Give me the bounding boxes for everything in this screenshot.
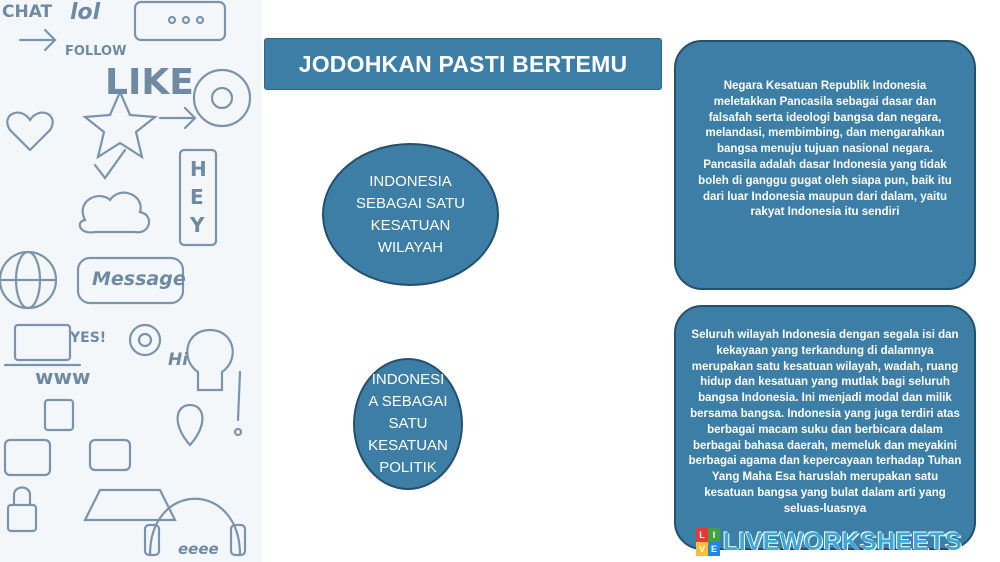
doodle-hey-text: HEY <box>190 157 207 237</box>
doodle-eeee-text: eeee <box>178 540 219 558</box>
heart-icon <box>7 113 52 150</box>
ellipse-label: INDONESIA SEBAGAI SATU KESATUAN WILAYAH <box>356 172 465 256</box>
map-pin-icon <box>178 405 203 445</box>
doodle-message-text: Message <box>92 268 186 290</box>
liveworksheets-logo-icon <box>696 528 720 556</box>
doodle-follow-text: FOLLOW <box>65 44 127 59</box>
description-card-pancasila[interactable] <box>674 40 976 290</box>
liveworksheets-watermark <box>696 526 996 558</box>
card-text: Seluruh wilayah Indonesia dengan segala isi dan kekayaan yang terkandung di dalamnya merupakan satu kesatuan wilayah, wadah, ruang hidup dan kesatuan yang mutlak bagi seluruh bangsa Indonesia. Ini menjadi modal dan milik bersama bangsa. Indonesia yang juga terdiri atas berbagai macam suku dan berbicara dalam berbagai bahasa daerah, memeluk dan meyakini berbagai agama dan kepercayaan terhadap Tuhan Yang Maha Esa haruslah merupakan satu kesatuan bangsa yang bulat dalam arti yang seluas-luasnya <box>688 329 962 515</box>
doodle-yes-text: YES! <box>70 330 107 346</box>
doodle-chat-text: CHAT <box>2 2 53 22</box>
lock-icon <box>8 505 36 531</box>
mug-icon <box>45 400 73 430</box>
watermark-text: LIVEWORKSHEETS <box>723 527 962 556</box>
logo-letter: E <box>708 542 720 556</box>
lightbulb-icon <box>187 330 233 390</box>
doodle-hi-text: Hi <box>168 350 189 370</box>
card-text: Negara Kesatuan Republik Indonesia meletakkan Pancasila sebagai dasar dan falsafah serta ideologi bangsa dan negara, melandasi, membimbing, dan mengarahkan bangsa menuju tujuan nasional negara. Pancasila adalah dasar Indonesia yang tidak boleh di ganggu gugat oleh siapa pun, baik itu dari luar Indonesia maupun dari dalam, yaitu rakyat Indonesia itu sendiri <box>698 80 952 219</box>
page-title: JODOHKAN PASTI BERTEMU <box>264 38 662 90</box>
exclamation-icon <box>238 372 240 420</box>
answer-ellipse-politik[interactable] <box>353 358 463 490</box>
speech-bubble-icon <box>135 2 225 40</box>
logo-letter: I <box>708 528 720 542</box>
logo-letter: V <box>696 542 708 556</box>
logo-letter: L <box>696 528 708 542</box>
doodle-like-text: LIKE <box>105 62 194 103</box>
answer-ellipse-wilayah[interactable] <box>322 143 499 286</box>
chat-icon <box>5 440 50 475</box>
arrow-icon <box>20 30 55 50</box>
ellipse-label: INDONESI A SEBAGAI SATU KESATUAN POLITIK <box>368 371 448 476</box>
doodle-lol-text: lol <box>70 0 101 25</box>
at-sign-icon <box>194 70 250 126</box>
description-card-wilayah[interactable] <box>674 305 976 550</box>
doodle-background-panel <box>0 0 262 562</box>
cloud-icon <box>80 193 149 233</box>
laptop-icon <box>15 325 70 360</box>
doodle-www-text: www <box>35 365 91 389</box>
target-icon <box>130 325 160 355</box>
